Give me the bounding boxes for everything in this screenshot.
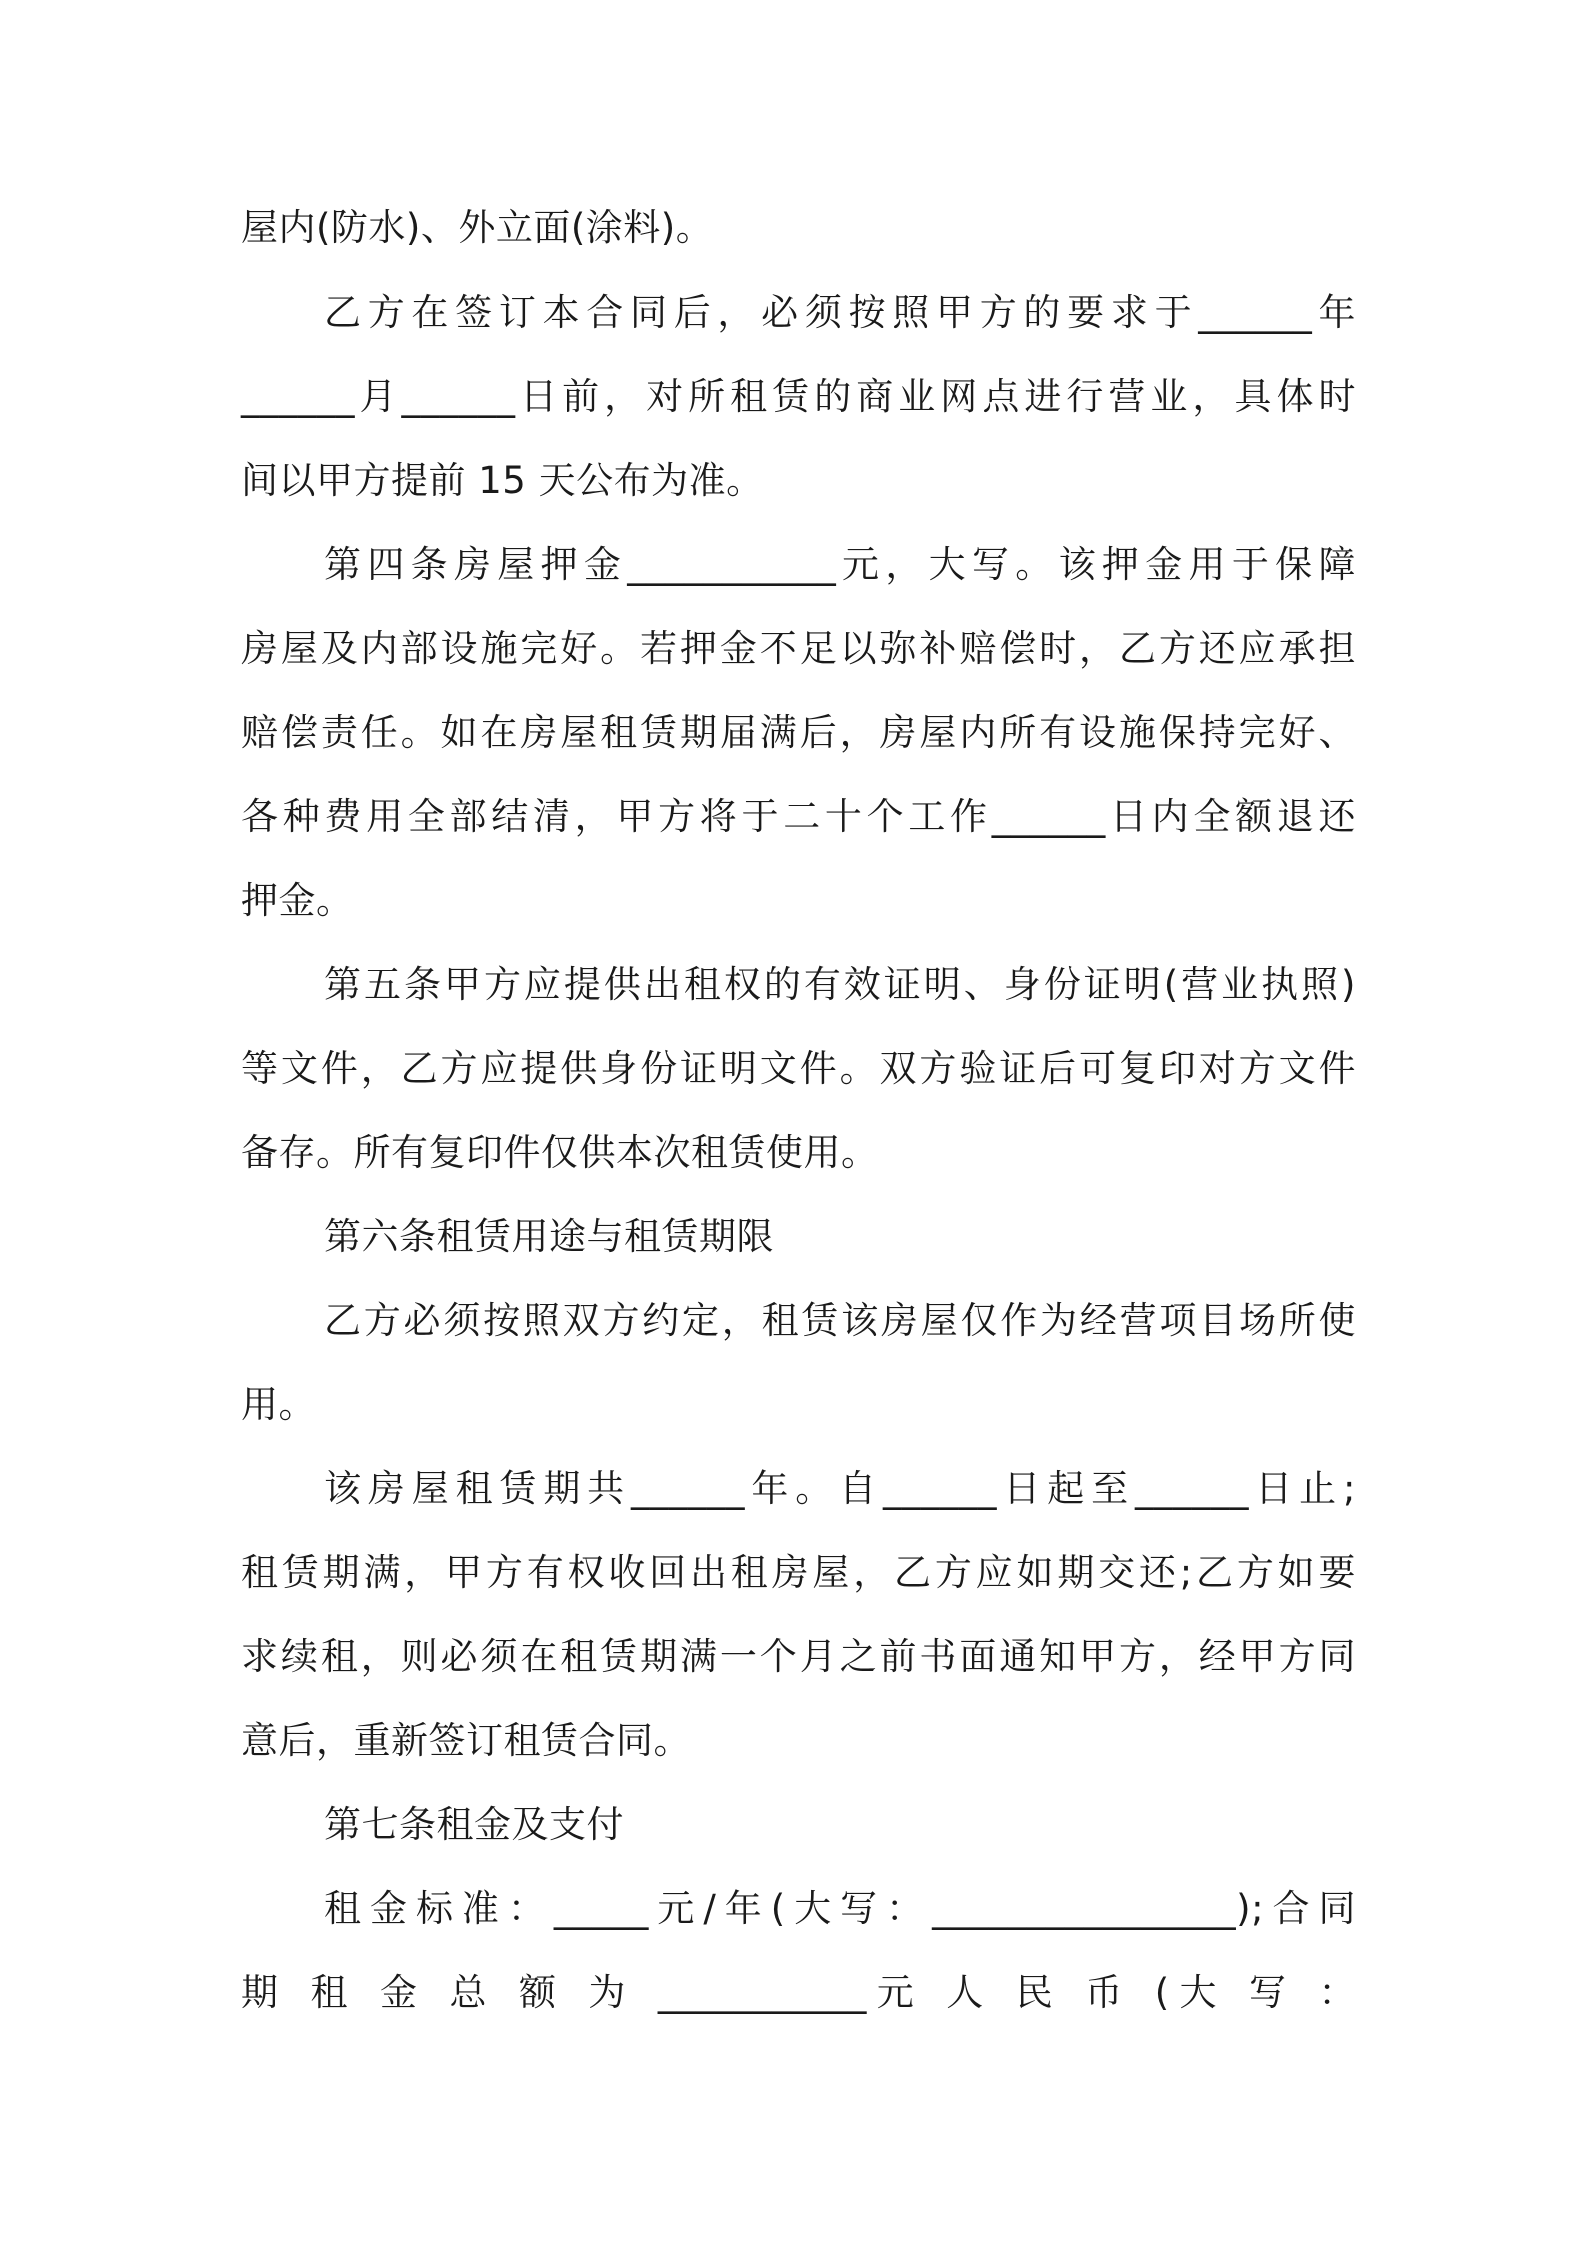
text-line: 房屋及内部设施完好。若押金不足以弥补赔偿时，乙方还应承担 <box>241 627 1356 670</box>
text-line: 第四条房屋押金___________元，大写。该押金用于保障 <box>324 543 1356 586</box>
text-line: 乙方在签订本合同后，必须按照甲方的要求于______年 <box>324 291 1356 334</box>
text-line: 用。 <box>241 1383 316 1426</box>
text-line: 赔偿责任。如在房屋租赁期届满后，房屋内所有设施保持完好、 <box>241 711 1356 754</box>
text-line: 期 租 金 总 额 为 ___________元 人 民 币 (大 写 ： <box>241 1971 1356 2014</box>
text-line: ______月______日前，对所租赁的商业网点进行营业，具体时 <box>241 375 1356 418</box>
text-line: 租赁期满，甲方有权收回出租房屋，乙方应如期交还;乙方如要 <box>241 1551 1356 1594</box>
section-heading: 第七条租金及支付 <box>324 1803 624 1846</box>
text-line: 押金。 <box>241 879 354 922</box>
text-line: 租金标准：_____元/年(大写：________________);合同 <box>324 1887 1356 1930</box>
text-line: 各种费用全部结清，甲方将于二十个工作______日内全额退还 <box>241 795 1356 838</box>
text-line: 求续租，则必须在租赁期满一个月之前书面通知甲方，经甲方同 <box>241 1635 1356 1678</box>
text-line: 备存。所有复印件仅供本次租赁使用。 <box>241 1131 879 1174</box>
text-line: 意后，重新签订租赁合同。 <box>241 1719 691 1762</box>
section-heading: 第六条租赁用途与租赁期限 <box>324 1215 774 1258</box>
text-line: 等文件，乙方应提供身份证明文件。双方验证后可复印对方文件 <box>241 1047 1356 1090</box>
text-line: 屋内(防水)、外立面(涂料)。 <box>241 206 714 249</box>
text-line: 乙方必须按照双方约定，租赁该房屋仅作为经营项目场所使 <box>324 1299 1356 1342</box>
text-line: 间以甲方提前 15 天公布为准。 <box>241 459 764 502</box>
text-line: 第五条甲方应提供出租权的有效证明、身份证明(营业执照) <box>324 963 1356 1006</box>
text-line: 该房屋租赁期共______年。自______日起至______日止; <box>324 1467 1356 1510</box>
